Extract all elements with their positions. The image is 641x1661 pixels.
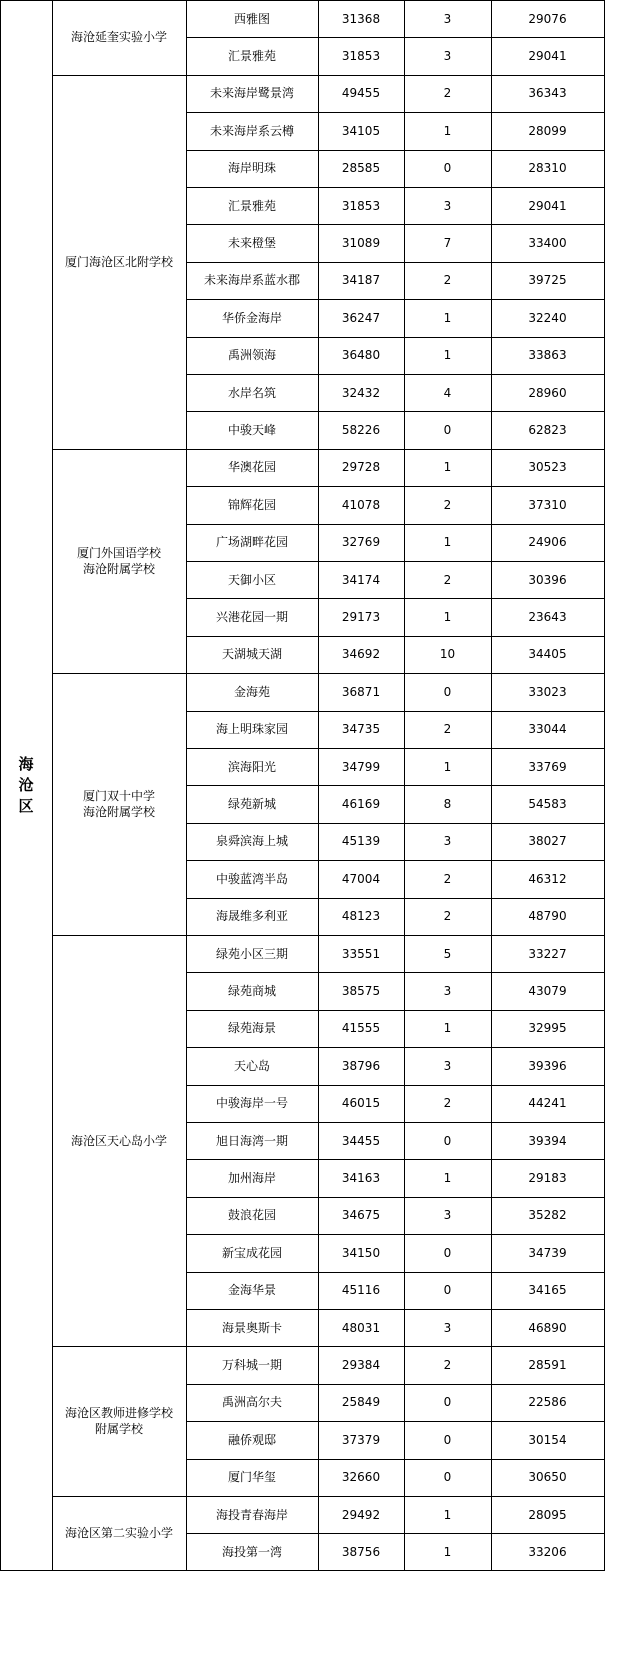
avg-price: 22586 — [528, 1395, 567, 1410]
community-name: 融侨观邸 — [227, 1432, 276, 1447]
grid-line — [186, 1309, 605, 1310]
community-name: 加州海岸 — [227, 1171, 276, 1186]
listing-count: 2 — [443, 871, 452, 886]
community-name: 兴港花园一期 — [215, 610, 288, 625]
avg-price: 24906 — [528, 535, 567, 550]
avg-price: 28310 — [528, 161, 567, 176]
median-price: 34692 — [341, 647, 381, 662]
listing-count: 2 — [443, 86, 452, 101]
grid-line — [186, 1047, 605, 1048]
median-price: 41078 — [341, 497, 381, 512]
avg-price: 30523 — [528, 460, 567, 475]
community-name: 海晟维多利亚 — [215, 909, 288, 924]
median-price: 46169 — [341, 797, 381, 812]
avg-price: 29183 — [528, 1171, 567, 1186]
listing-count: 3 — [443, 1320, 452, 1335]
community-name: 天心岛 — [233, 1058, 270, 1073]
listing-count: 2 — [443, 572, 452, 587]
listing-count: 7 — [443, 236, 452, 251]
grid-line — [186, 1384, 605, 1385]
community-name: 绿苑小区三期 — [215, 946, 288, 961]
listing-count: 2 — [443, 1358, 452, 1373]
community-name: 未来海岸鹭景湾 — [209, 86, 294, 101]
listing-count: 0 — [443, 1432, 452, 1447]
listing-count: 1 — [443, 460, 452, 475]
community-name: 未来橙堡 — [227, 236, 276, 251]
median-price: 36871 — [341, 684, 381, 699]
median-price: 29384 — [341, 1358, 381, 1373]
median-price: 31368 — [341, 11, 381, 26]
median-price: 34455 — [341, 1133, 381, 1148]
avg-price: 62823 — [528, 423, 567, 438]
school-name: 海沧区天心岛小学 — [70, 1133, 167, 1148]
median-price: 33551 — [341, 946, 381, 961]
community-name: 绿苑海景 — [227, 1021, 276, 1036]
median-price: 47004 — [341, 871, 381, 886]
grid-line — [52, 1346, 605, 1347]
median-price: 38756 — [341, 1545, 381, 1560]
avg-price: 48790 — [528, 909, 567, 924]
community-name: 万科城一期 — [221, 1358, 282, 1373]
median-price: 32660 — [341, 1470, 381, 1485]
grid-line — [318, 0, 319, 1571]
avg-price: 54583 — [528, 797, 567, 812]
listing-count: 1 — [443, 1545, 452, 1560]
community-name: 禹洲高尔夫 — [221, 1395, 282, 1410]
avg-price: 43079 — [528, 984, 567, 999]
median-price: 32769 — [341, 535, 381, 550]
avg-price: 28591 — [528, 1358, 567, 1373]
avg-price: 30154 — [528, 1432, 567, 1447]
grid-line — [186, 636, 605, 637]
grid-line — [186, 711, 605, 712]
community-name: 海投青春海岸 — [215, 1507, 288, 1522]
grid-line — [186, 1234, 605, 1235]
grid-line — [186, 1085, 605, 1086]
median-price: 36480 — [341, 348, 381, 363]
avg-price: 28095 — [528, 1507, 567, 1522]
community-name: 广场湖畔花园 — [215, 535, 288, 550]
median-price: 34799 — [341, 759, 381, 774]
avg-price: 33400 — [528, 236, 567, 251]
median-price: 32432 — [341, 385, 381, 400]
median-price: 45116 — [341, 1283, 381, 1298]
community-name: 华侨金海岸 — [221, 310, 282, 325]
grid-line — [52, 1496, 605, 1497]
community-name: 绿苑商城 — [227, 984, 276, 999]
avg-price: 37310 — [528, 497, 567, 512]
grid-line — [404, 0, 405, 1571]
listing-count: 3 — [443, 198, 452, 213]
median-price: 34150 — [341, 1245, 381, 1260]
avg-price: 29041 — [528, 198, 567, 213]
avg-price: 38027 — [528, 834, 567, 849]
avg-price: 30396 — [528, 572, 567, 587]
median-price: 41555 — [341, 1021, 381, 1036]
avg-price: 36343 — [528, 86, 567, 101]
grid-line — [0, 0, 605, 1]
grid-line — [186, 486, 605, 487]
grid-line — [186, 972, 605, 973]
grid-line — [186, 1197, 605, 1198]
listing-count: 0 — [443, 1133, 452, 1148]
listing-count: 0 — [443, 684, 452, 699]
grid-line — [604, 0, 605, 1571]
community-name: 海景奥斯卡 — [221, 1320, 282, 1335]
listing-count: 0 — [443, 1470, 452, 1485]
median-price: 29173 — [341, 610, 381, 625]
listing-count: 8 — [443, 797, 452, 812]
community-name: 未来海岸系蓝水郡 — [203, 273, 300, 288]
avg-price: 39394 — [528, 1133, 567, 1148]
grid-line — [186, 112, 605, 113]
median-price: 31089 — [341, 236, 381, 251]
grid-line — [186, 150, 605, 151]
median-price: 45139 — [341, 834, 381, 849]
community-name: 滨海阳光 — [227, 759, 276, 774]
avg-price: 34165 — [528, 1283, 567, 1298]
median-price: 37379 — [341, 1432, 381, 1447]
community-name: 中骏海岸一号 — [215, 1096, 288, 1111]
listing-count: 2 — [443, 1096, 452, 1111]
grid-line — [186, 598, 605, 599]
community-name: 华澳花园 — [227, 460, 276, 475]
grid-line — [52, 449, 605, 450]
grid-line — [186, 374, 605, 375]
grid-line — [186, 37, 605, 38]
community-name: 汇景雅苑 — [227, 198, 276, 213]
grid-line — [186, 1122, 605, 1123]
median-price: 48031 — [341, 1320, 381, 1335]
median-price: 28585 — [341, 161, 381, 176]
community-name: 旭日海湾一期 — [215, 1133, 288, 1148]
listing-count: 3 — [443, 984, 452, 999]
avg-price: 39396 — [528, 1058, 567, 1073]
grid-line — [186, 860, 605, 861]
median-price: 46015 — [341, 1096, 381, 1111]
listing-count: 1 — [443, 535, 452, 550]
listing-count: 1 — [443, 1021, 452, 1036]
listing-count: 2 — [443, 722, 452, 737]
grid-line — [186, 748, 605, 749]
grid-line — [186, 1272, 605, 1273]
grid-line — [186, 262, 605, 263]
community-name: 未来海岸系云樽 — [209, 123, 294, 138]
community-name: 中骏蓝湾半岛 — [215, 871, 288, 886]
listing-count: 2 — [443, 273, 452, 288]
grid-line — [186, 337, 605, 338]
grid-line — [186, 1010, 605, 1011]
median-price: 36247 — [341, 310, 381, 325]
median-price: 34735 — [341, 722, 381, 737]
community-name: 天御小区 — [227, 572, 276, 587]
grid-line — [52, 673, 605, 674]
community-name: 金海苑 — [233, 684, 270, 699]
avg-price: 32240 — [528, 310, 567, 325]
grid-line — [186, 0, 187, 1571]
avg-price: 23643 — [528, 610, 567, 625]
grid-line — [186, 898, 605, 899]
median-price: 25849 — [341, 1395, 381, 1410]
listing-count: 2 — [443, 497, 452, 512]
avg-price: 30650 — [528, 1470, 567, 1485]
avg-price: 46312 — [528, 871, 567, 886]
listing-count: 1 — [443, 610, 452, 625]
community-name: 禹洲领海 — [227, 348, 276, 363]
avg-price: 46890 — [528, 1320, 567, 1335]
avg-price: 33044 — [528, 722, 567, 737]
median-price: 29492 — [341, 1507, 381, 1522]
school-name: 海沧区第二实验小学 — [64, 1526, 173, 1541]
community-name: 西雅图 — [233, 11, 270, 26]
school-name: 厦门外国语学校 海沧附属学校 — [76, 545, 161, 576]
avg-price: 33023 — [528, 684, 567, 699]
median-price: 29728 — [341, 460, 381, 475]
listing-count: 0 — [443, 1283, 452, 1298]
grid-line — [186, 411, 605, 412]
avg-price: 33206 — [528, 1545, 567, 1560]
grid-line — [186, 561, 605, 562]
listing-count: 2 — [443, 909, 452, 924]
district-cell: 海 沧 区 — [18, 754, 34, 815]
avg-price: 35282 — [528, 1208, 567, 1223]
school-name: 海沧区教师进修学校 附属学校 — [64, 1406, 173, 1437]
avg-price: 34405 — [528, 647, 567, 662]
avg-price: 28960 — [528, 385, 567, 400]
school-name: 厦门海沧区北附学校 — [64, 254, 173, 269]
listing-count: 3 — [443, 1058, 452, 1073]
grid-line — [186, 1421, 605, 1422]
school-name: 厦门双十中学 海沧附属学校 — [82, 789, 155, 820]
listing-count: 1 — [443, 123, 452, 138]
school-name: 海沧延奎实验小学 — [70, 30, 167, 45]
listing-count: 5 — [443, 946, 452, 961]
avg-price: 32995 — [528, 1021, 567, 1036]
community-name: 中骏天峰 — [227, 423, 276, 438]
listing-count: 1 — [443, 1507, 452, 1522]
listing-count: 3 — [443, 1208, 452, 1223]
listing-count: 1 — [443, 310, 452, 325]
median-price: 34163 — [341, 1171, 381, 1186]
median-price: 34174 — [341, 572, 381, 587]
avg-price: 33227 — [528, 946, 567, 961]
community-name: 厦门华玺 — [227, 1470, 276, 1485]
grid-line — [491, 0, 492, 1571]
avg-price: 44241 — [528, 1096, 567, 1111]
community-name: 新宝成花园 — [221, 1245, 282, 1260]
grid-line — [186, 187, 605, 188]
grid-line — [186, 785, 605, 786]
community-name: 海上明珠家园 — [215, 722, 288, 737]
listing-count: 0 — [443, 1395, 452, 1410]
listing-count: 1 — [443, 348, 452, 363]
community-name: 汇景雅苑 — [227, 49, 276, 64]
avg-price: 39725 — [528, 273, 567, 288]
community-name: 绿苑新城 — [227, 797, 276, 812]
community-name: 海投第一湾 — [221, 1545, 282, 1560]
listing-count: 4 — [443, 385, 452, 400]
listing-count: 3 — [443, 49, 452, 64]
listing-count: 1 — [443, 759, 452, 774]
avg-price: 33769 — [528, 759, 567, 774]
community-name: 金海华景 — [227, 1283, 276, 1298]
grid-line — [186, 224, 605, 225]
median-price: 38796 — [341, 1058, 381, 1073]
median-price: 48123 — [341, 909, 381, 924]
listing-count: 1 — [443, 1171, 452, 1186]
grid-line — [186, 1459, 605, 1460]
community-name: 海岸明珠 — [227, 161, 276, 176]
median-price: 38575 — [341, 984, 381, 999]
listing-count: 3 — [443, 834, 452, 849]
median-price: 31853 — [341, 49, 381, 64]
listing-count: 3 — [443, 11, 452, 26]
listing-count: 10 — [439, 647, 456, 662]
grid-line — [186, 1533, 605, 1534]
grid-line — [186, 524, 605, 525]
grid-line — [52, 935, 605, 936]
median-price: 58226 — [341, 423, 381, 438]
avg-price: 28099 — [528, 123, 567, 138]
listing-count: 0 — [443, 1245, 452, 1260]
grid-line — [0, 1570, 605, 1571]
avg-price: 34739 — [528, 1245, 567, 1260]
grid-line — [186, 299, 605, 300]
median-price: 34105 — [341, 123, 381, 138]
grid-line — [52, 75, 605, 76]
listing-count: 0 — [443, 161, 452, 176]
avg-price: 33863 — [528, 348, 567, 363]
community-name: 鼓浪花园 — [227, 1208, 276, 1223]
listing-count: 0 — [443, 423, 452, 438]
median-price: 34675 — [341, 1208, 381, 1223]
community-name: 锦辉花园 — [227, 497, 276, 512]
community-name: 泉舜滨海上城 — [215, 834, 288, 849]
grid-line — [0, 0, 1, 1571]
grid-line — [186, 1159, 605, 1160]
avg-price: 29076 — [528, 11, 567, 26]
median-price: 31853 — [341, 198, 381, 213]
community-name: 水岸名筑 — [227, 385, 276, 400]
avg-price: 29041 — [528, 49, 567, 64]
community-name: 天湖城天湖 — [221, 647, 282, 662]
grid-line — [186, 823, 605, 824]
median-price: 34187 — [341, 273, 381, 288]
median-price: 49455 — [341, 86, 381, 101]
grid-line — [52, 0, 53, 1571]
